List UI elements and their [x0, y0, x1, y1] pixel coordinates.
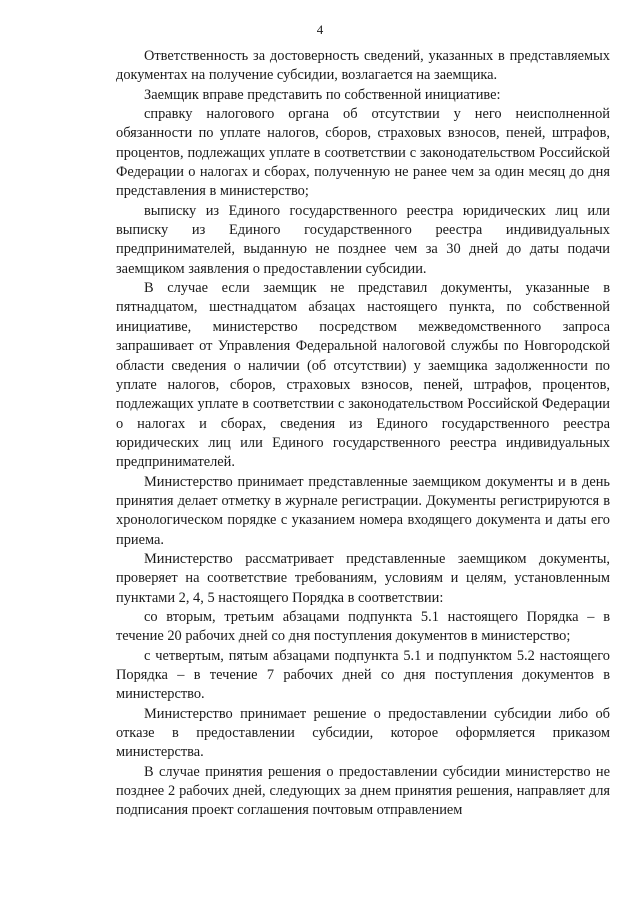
paragraph-agreement: В случае принятия решения о предоставлении субсидии министерство не позднее 2 рабочих дней, следующих за днем принятия решения, направляет для подписания проект соглашения почтовым отправлением [116, 763, 610, 819]
page-number: 4 [316, 22, 324, 37]
paragraph-document-review: Министерство рассматривает представленные заемщиком документы, проверяет на соответствие требованиям, условиям и целям, установленным пунктами 2, 4, 5 настоящего Порядка в соответствии: [116, 550, 610, 606]
paragraph-registry-extract: выписку из Единого государственного реестра юридических лиц или выписку из Единого государственного реестра индивидуальных предпринимателей, выданную не позднее чем за 30 дней до даты подачи заемщиком заявления о предоставлении субсидии. [116, 202, 610, 277]
paragraph-own-initiative: Заемщик вправе представить по собственной инициативе: [144, 86, 501, 103]
paragraph-interagency-request: В случае если заемщик не представил документы, указанные в пятнадцатом, шестнадцатом абзацах настоящего пункта, по собственной инициативе, министерство посредством межведомственного запроса запрашивает от Управления Федеральной налоговой службы по Новгородской области сведения о наличии (об отсутствии) у заемщика задолженности по уплате налогов, сборов, страховых взносов, пеней, штрафов, процентов, подлежащих уплате в соответствии с законодательством Российской Федерации о налогах и сборах, сведения из Единого государственного реестра юридических лиц или Единого государственного реестра индивидуальных предпринимателей. [116, 280, 610, 471]
paragraph-responsibility: Ответственность за достоверность сведений, указанных в представляемых документах на получение субсидии, возлагается на заемщика. [116, 48, 610, 84]
paragraph-decision: Министерство принимает решение о предоставлении субсидии либо об отказе в предоставлении субсидии, которое оформляется приказом министерства. [116, 705, 610, 761]
paragraph-review-7-days: с четвертым, пятым абзацами подпункта 5.1 и подпунктом 5.2 настоящего Порядка – в течение 7 рабочих дней со дня поступления документов в министерство. [116, 647, 610, 703]
paragraph-document-registration: Министерство принимает представленные заемщиком документы и в день принятия делает отметку в журнале регистрации. Документы регистрируются в хронологическом порядке с указанием номера входящего документа и даты его приема. [116, 473, 610, 548]
paragraph-review-20-days: со вторым, третьим абзацами подпункта 5.1 настоящего Порядка – в течение 20 рабочих дней со дня поступления документов в министерство; [116, 608, 610, 645]
document-body [116, 47, 610, 821]
paragraph-tax-certificate: справку налогового органа об отсутствии у него неисполненной обязанности по уплате налогов, сборов, страховых взносов, пеней, штрафов, процентов, подлежащих уплате в соответствии с законодательством Российской Федерации о налогах и сборах, полученную не ранее чем за один месяц до дня представления в министерство; [116, 106, 610, 200]
